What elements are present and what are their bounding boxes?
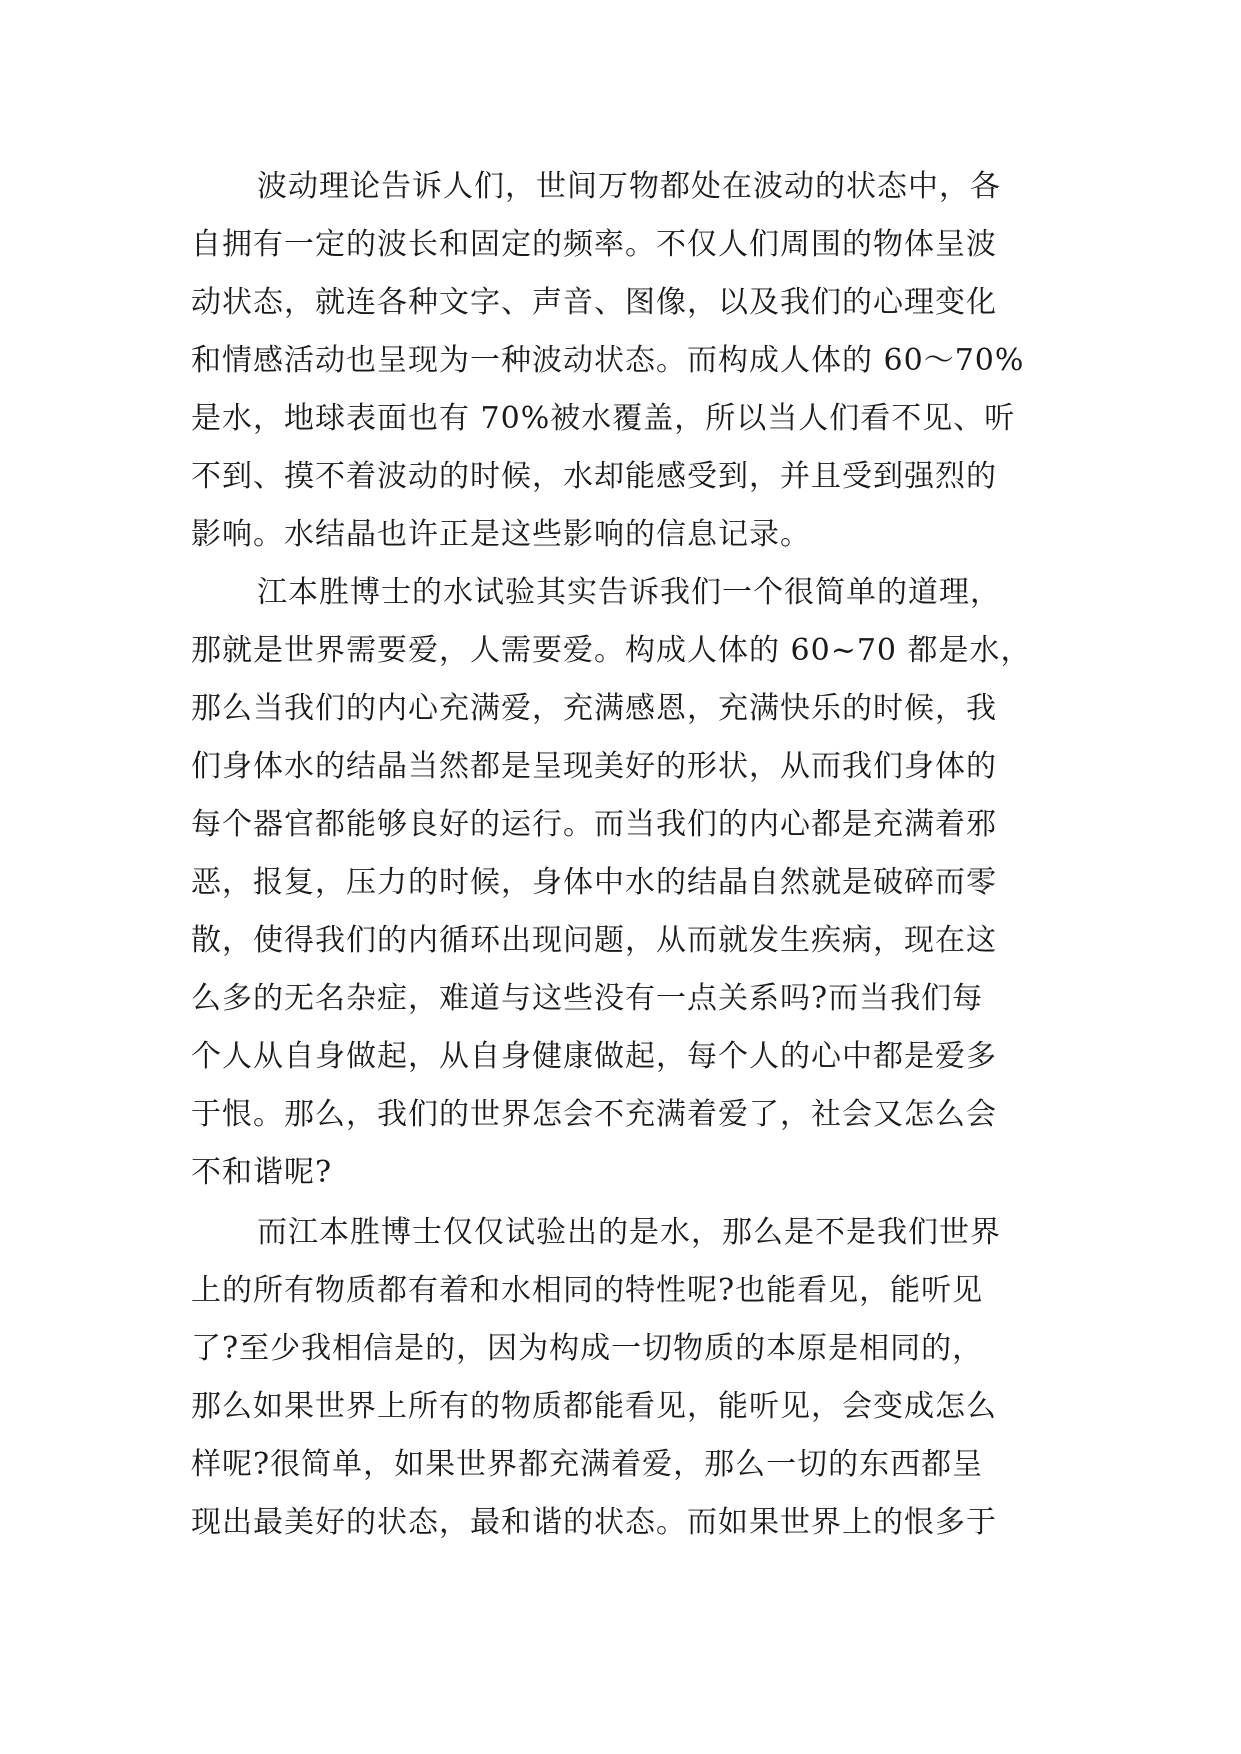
paragraph-1-line-2: 自拥有一定的波长和固定的频率。不仅人们周围的物体呈波 [191, 227, 997, 262]
paragraph-3-line-6: 现出最美好的状态，最和谐的状态。而如果世界上的恨多于 [191, 1505, 997, 1540]
paragraph-2-line-8: 么多的无名杂症，难道与这些没有一点关系吗?而当我们每 [191, 981, 984, 1016]
paragraph-2-line-3: 那么当我们的内心充满爱，充满感恩，充满快乐的时候，我 [191, 691, 997, 726]
paragraph-2-line-6: 恶，报复，压力的时候，身体中水的结晶自然就是破碎而零 [191, 865, 997, 900]
paragraph-2-line-2: 那就是世界需要爱，人需要爱。构成人体的 60~70 都是水， [191, 633, 1032, 668]
paragraph-1-line-4: 和情感活动也呈现为一种波动状态。而构成人体的 60～70% [191, 343, 1025, 378]
paragraph-1-line-3: 动状态，就连各种文字、声音、图像，以及我们的心理变化 [191, 285, 997, 320]
paragraph-1-line-6: 不到、摸不着波动的时候，水却能感受到，并且受到强烈的 [191, 459, 997, 494]
paragraph-2-line-10: 于恨。那么，我们的世界怎会不充满着爱了，社会又怎么会 [191, 1097, 997, 1132]
paragraph-3-line-1: 而江本胜博士仅仅试验出的是水，那么是不是我们世界 [257, 1215, 1001, 1250]
paragraph-3-line-4: 那么如果世界上所有的物质都能看见，能听见，会变成怎么 [191, 1389, 997, 1424]
document-body [191, 158, 1051, 1552]
paragraph-2-line-4: 们身体水的结晶当然都是呈现美好的形状，从而我们身体的 [191, 749, 997, 784]
paragraph-3-line-5: 样呢?很简单，如果世界都充满着爱，那么一切的东西都呈 [191, 1447, 984, 1482]
paragraph-3-line-2: 上的所有物质都有着和水相同的特性呢?也能看见，能听见 [191, 1273, 984, 1308]
paragraph-2-line-7: 散，使得我们的内循环出现问题，从而就发生疾病，现在这 [191, 923, 997, 958]
paragraph-2-line-11: 不和谐呢? [191, 1155, 333, 1190]
paragraph-2-line-5: 每个器官都能够良好的运行。而当我们的内心都是充满着邪 [191, 807, 997, 842]
paragraph-1-line-5: 是水，地球表面也有 70%被水覆盖，所以当人们看不见、听 [191, 401, 1016, 436]
paragraph-1-line-7: 影响。水结晶也许正是这些影响的信息记录。 [191, 517, 811, 552]
paragraph-3-line-3: 了?至少我相信是的，因为构成一切物质的本原是相同的， [191, 1331, 984, 1366]
paragraph-2-line-9: 个人从自身做起，从自身健康做起，每个人的心中都是爱多 [191, 1039, 997, 1074]
paragraph-2-line-1: 江本胜博士的水试验其实告诉我们一个很简单的道理， [257, 575, 1001, 610]
paragraph-1-line-1: 波动理论告诉人们，世间万物都处在波动的状态中，各 [257, 169, 1001, 204]
